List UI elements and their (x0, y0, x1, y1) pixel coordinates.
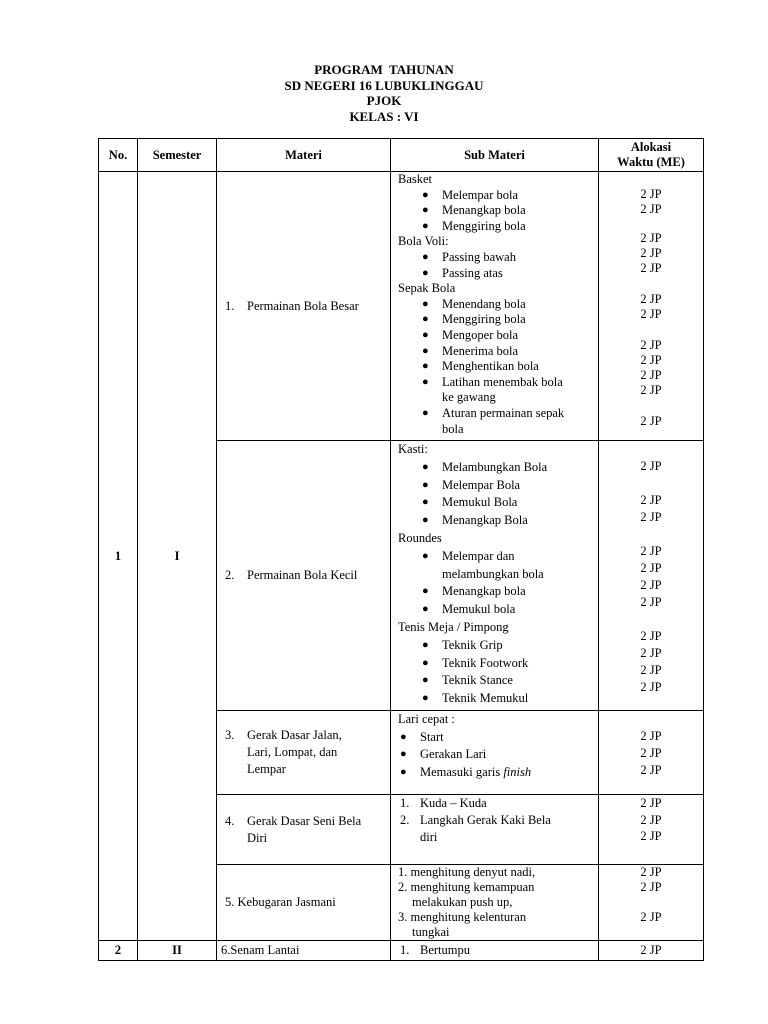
sub-heading: Bola Voli: (398, 234, 449, 249)
materi-cell (217, 711, 391, 795)
list-number: 1. (400, 796, 410, 810)
title-line: SD NEGERI 16 LUBUKLINGGAU (284, 77, 484, 93)
program-table (98, 138, 704, 961)
sub-materi-cell (391, 711, 599, 795)
sub-materi-cell (391, 795, 599, 865)
jp-value: 2 JP (640, 383, 662, 397)
table-row (99, 941, 704, 961)
title-line: PJOK (366, 93, 402, 108)
list-item-text: Memasuki garis (420, 764, 504, 779)
title-line: PROGRAM TAHUNAN (314, 62, 454, 77)
jp-value: 2 JP (640, 646, 662, 660)
bullet-icon: ● (422, 204, 429, 217)
jp-value: 2 JP (640, 729, 662, 743)
list-item (442, 406, 564, 437)
list-item: Mengoper bola (442, 327, 519, 342)
jp-value: 2 JP (640, 246, 662, 260)
list-item: Teknik Footwork (442, 655, 529, 670)
bullet-icon: ● (400, 730, 407, 743)
bullet-icon: ● (422, 585, 429, 598)
list-item: Memukul Bola (442, 495, 518, 510)
materi-cell (217, 795, 391, 865)
document-title (0, 62, 768, 124)
list-item-text: Aturan permainan sepak (442, 405, 565, 420)
list-item: Melambungkan Bola (442, 459, 548, 474)
bullet-icon: ● (422, 603, 429, 616)
jp-value: 2 JP (640, 292, 662, 306)
list-item: Menggiring bola (442, 312, 526, 327)
jp-value: 2 JP (640, 544, 662, 558)
semester-cell: I (138, 172, 217, 941)
list-item (442, 548, 544, 584)
materi-label: Permainan Bola Besar (247, 298, 359, 313)
materi-cell (217, 865, 391, 941)
jp-value: 2 JP (640, 231, 662, 245)
alokasi-cell: 2 JP (599, 941, 704, 961)
jp-value: 2 JP (640, 459, 662, 473)
title-line: KELAS : VI (349, 108, 419, 124)
list-item: Menghentikan bola (442, 359, 539, 374)
bullet-icon: ● (422, 514, 429, 527)
list-item: Menangkap bola (442, 584, 526, 599)
list-item: Kuda – Kuda (420, 796, 487, 810)
bullet-icon: ● (422, 266, 429, 279)
bullet-icon: ● (422, 188, 429, 201)
list-item (420, 764, 531, 782)
materi-number: 1. (225, 298, 235, 313)
list-item-text: bola (442, 421, 464, 436)
jp-value: 2 JP (640, 812, 662, 827)
list-item-text: melakukan push up, (412, 895, 513, 909)
bullet-icon: ● (422, 692, 429, 705)
jp-value: 2 JP (640, 746, 662, 760)
list-item: Passing atas (442, 265, 503, 280)
bullet-icon: ● (422, 496, 429, 509)
list-item: Menggiring bola (442, 218, 526, 233)
list-item: Teknik Memukul (442, 691, 529, 706)
sub-materi-cell (391, 865, 599, 941)
jp-value: 2 JP (640, 663, 662, 677)
materi-line: Lari, Lompat, dan (247, 745, 338, 759)
list-item (442, 375, 563, 406)
list-item: 1. menghitung denyut nadi, (398, 865, 536, 879)
list-item: Teknik Grip (442, 637, 503, 652)
sub-materi-cell (391, 941, 599, 961)
materi-number: 4. (225, 813, 235, 828)
list-item: Menerima bola (442, 343, 519, 358)
jp-value: 2 JP (640, 865, 662, 879)
list-item: Gerakan Lari (420, 747, 487, 762)
jp-value: 2 JP (640, 368, 662, 382)
bullet-icon: ● (422, 549, 429, 562)
materi-cell (217, 441, 391, 711)
list-item: 2. menghitung kemampuan (398, 880, 535, 894)
bullet-icon: ● (422, 638, 429, 651)
bullet-icon: ● (422, 460, 429, 473)
list-item-text: Langkah Gerak Kaki Bela (420, 813, 551, 827)
header-no: No. (99, 139, 138, 172)
list-item-text: tungkai (412, 925, 450, 939)
list-item: Menangkap bola (442, 203, 526, 218)
header-materi: Materi (217, 139, 391, 172)
sub-materi-cell (391, 441, 599, 711)
materi-label: Permainan Bola Kecil (247, 568, 358, 582)
materi-line: Diri (247, 830, 268, 845)
jp-value: 2 JP (640, 187, 662, 201)
bullet-icon: ● (422, 250, 429, 263)
jp-value: 2 JP (640, 680, 662, 694)
sub-heading: Basket (398, 172, 433, 186)
list-item-text: diri (420, 830, 438, 844)
bullet-icon: ● (400, 765, 407, 778)
bullet-icon: ● (422, 313, 429, 326)
materi-number: 3. (225, 728, 235, 742)
row-number: 1 (99, 172, 138, 941)
list-item: Melempar bola (442, 187, 519, 202)
list-item-text: Latihan menembak bola (442, 374, 563, 389)
jp-value: 2 JP (640, 261, 662, 275)
materi-line: Gerak Dasar Seni Bela (247, 813, 362, 828)
jp-value: 2 JP (640, 353, 662, 367)
list-item (420, 812, 551, 846)
list-number: 2. (400, 813, 410, 827)
jp-value: 2 JP (640, 910, 662, 924)
materi-line: Gerak Dasar Jalan, (247, 728, 342, 742)
jp-value: 2 JP (640, 880, 662, 894)
header-sub-materi: Sub Materi (391, 139, 599, 172)
list-item: Start (420, 729, 444, 744)
list-item: Menendang bola (442, 296, 526, 311)
jp-value: 2 JP (640, 763, 662, 777)
bullet-icon: ● (422, 297, 429, 310)
sub-materi-cell (391, 172, 599, 441)
list-item: Memukul bola (442, 602, 516, 617)
materi-label: 5. Kebugaran Jasmani (225, 895, 336, 909)
header-semester: Semester (138, 139, 217, 172)
alokasi-cell (599, 711, 704, 795)
header-alokasi-line: Alokasi (630, 140, 672, 154)
jp-value: 2 JP (640, 202, 662, 216)
materi-cell: 6.Senam Lantai (217, 941, 391, 961)
materi-cell (217, 172, 391, 441)
sub-heading: Sepak Bola (398, 281, 456, 296)
bullet-icon: ● (422, 656, 429, 669)
alokasi-cell (599, 865, 704, 941)
header-alokasi (599, 139, 704, 172)
sub-heading: Tenis Meja / Pimpong (398, 619, 509, 634)
list-item-text: Melempar dan (442, 548, 515, 563)
header-alokasi-line: Waktu (ME) (617, 155, 685, 169)
list-item: 3. menghitung kelenturan (398, 910, 527, 924)
list-item: Bertumpu (420, 943, 470, 957)
list-item: Melempar Bola (442, 477, 521, 492)
list-item-text: melambungkan bola (442, 566, 544, 581)
table-row (99, 172, 704, 441)
jp-value: 2 JP (640, 414, 662, 428)
list-item: Teknik Stance (442, 673, 513, 688)
jp-value: 2 JP (640, 829, 662, 843)
bullet-icon: ● (422, 375, 429, 388)
jp-value: 2 JP (640, 796, 662, 810)
bullet-icon: ● (422, 478, 429, 491)
jp-value: 2 JP (640, 629, 662, 643)
list-item-text: ke gawang (442, 390, 496, 405)
alokasi-cell (599, 172, 704, 441)
list-item: Passing bawah (442, 249, 516, 264)
bullet-icon: ● (422, 219, 429, 232)
jp-value: 2 JP (640, 307, 662, 321)
list-item: Menangkap Bola (442, 513, 528, 528)
header-row (99, 139, 704, 172)
row-number: 2 (99, 941, 138, 961)
materi-number: 2. (225, 568, 235, 582)
materi-label (247, 727, 342, 778)
jp-value: 2 JP (640, 338, 662, 352)
sub-heading: Lari cepat : (398, 712, 455, 726)
list-item-text: finish (503, 764, 532, 779)
materi-line: Lempar (247, 762, 286, 776)
semester-cell: II (138, 941, 217, 961)
bullet-icon: ● (422, 328, 429, 341)
materi-label (247, 813, 361, 847)
alokasi-cell (599, 441, 704, 711)
alokasi-cell (599, 795, 704, 865)
bullet-icon: ● (400, 748, 407, 761)
list-number: 1. (400, 943, 410, 957)
jp-value: 2 JP (640, 510, 662, 524)
bullet-icon: ● (422, 674, 429, 687)
sub-heading: Roundes (398, 530, 442, 545)
jp-value: 2 JP (640, 493, 662, 507)
jp-value: 2 JP (640, 578, 662, 592)
jp-value: 2 JP (640, 595, 662, 609)
bullet-icon: ● (422, 344, 429, 357)
bullet-icon: ● (422, 360, 429, 373)
bullet-icon: ● (422, 406, 429, 419)
sub-heading: Kasti: (398, 442, 428, 456)
jp-value: 2 JP (640, 561, 662, 575)
